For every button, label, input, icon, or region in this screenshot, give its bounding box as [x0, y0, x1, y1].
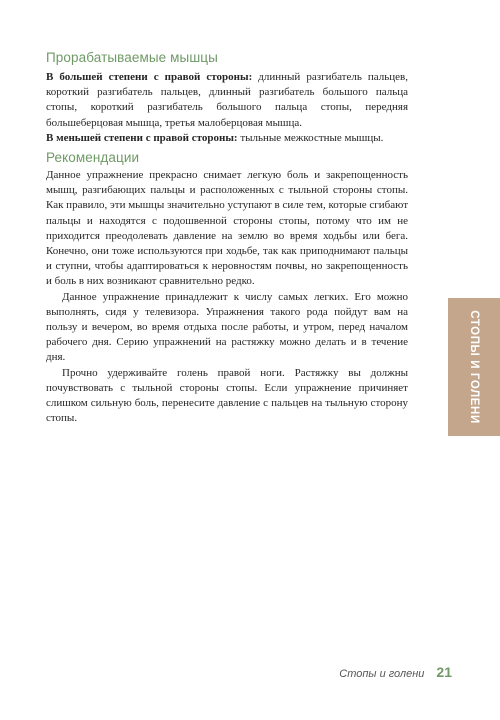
recommendation-paragraph-1: Данное упражнение прекрасно снимает легкую боль и закрепощенность мышц, разгибающих пальцы и расположенных с тыльной стороны стопы. Как правило, эти мышцы значительно уступают в силе тем, которые сгибают пальцы и находятся с подошвенной стороны стопы, потому что им не приходится преодолевать давление на землю во время ходьбы или бега. Конечно, они тоже используются при ходьбе, так как приподнимают пальцы и ступни, чтобы адаптироваться к неровностям почвы, но закрепощенность и боль в них возникают сравнительно редко. — [46, 169, 408, 288]
secondary-label: В меньшей степени с правой стороны: — [46, 131, 238, 144]
primary-label: В большей степени с правой стороны: — [46, 71, 253, 83]
recommendations-block — [46, 168, 408, 426]
page-number: 21 — [436, 664, 452, 680]
muscles-secondary-paragraph — [46, 131, 408, 146]
muscles-block — [46, 70, 408, 146]
chapter-side-tab-label: СТОПЫ И ГОЛЕНИ — [468, 310, 480, 424]
page-footer — [339, 664, 452, 680]
footer-section-title: Стопы и голени — [339, 668, 425, 680]
primary-text: длинный разгибатель пальцев, короткий разгибатель пальцев, длинный разгибатель большого пальца стопы, короткий разгибатель большого пальца стопы, передняя большеберцовая мышца, третья малоберцовая мышца. — [46, 71, 408, 129]
secondary-text: тыльные межкостные мышцы. — [240, 131, 384, 144]
recommendations-heading: Рекомендации — [46, 150, 140, 165]
chapter-side-tab — [448, 298, 500, 436]
recommendation-paragraph-2: Данное упражнение принадлежит к числу самых легких. Его можно выполнять, сидя у телевизора. Упражнения такого рода пойдут вам на пользу и вечером, во время отдыха после работы, и утром, перед началом рабочего дня. Серию упражнений на растяжку можно делать и в течение дня. — [46, 290, 408, 364]
recommendation-paragraph-3: Прочно удерживайте голень правой ноги. Растяжку вы должны почувствовать с тыльной стороны стопы. Если упражнение причиняет слишком сильную боль, перенесите давление с пальцев на тыльную сторону стопы. — [46, 366, 408, 425]
muscles-primary-paragraph — [46, 70, 408, 131]
muscles-heading: Прорабатываемые мышцы — [46, 50, 218, 65]
